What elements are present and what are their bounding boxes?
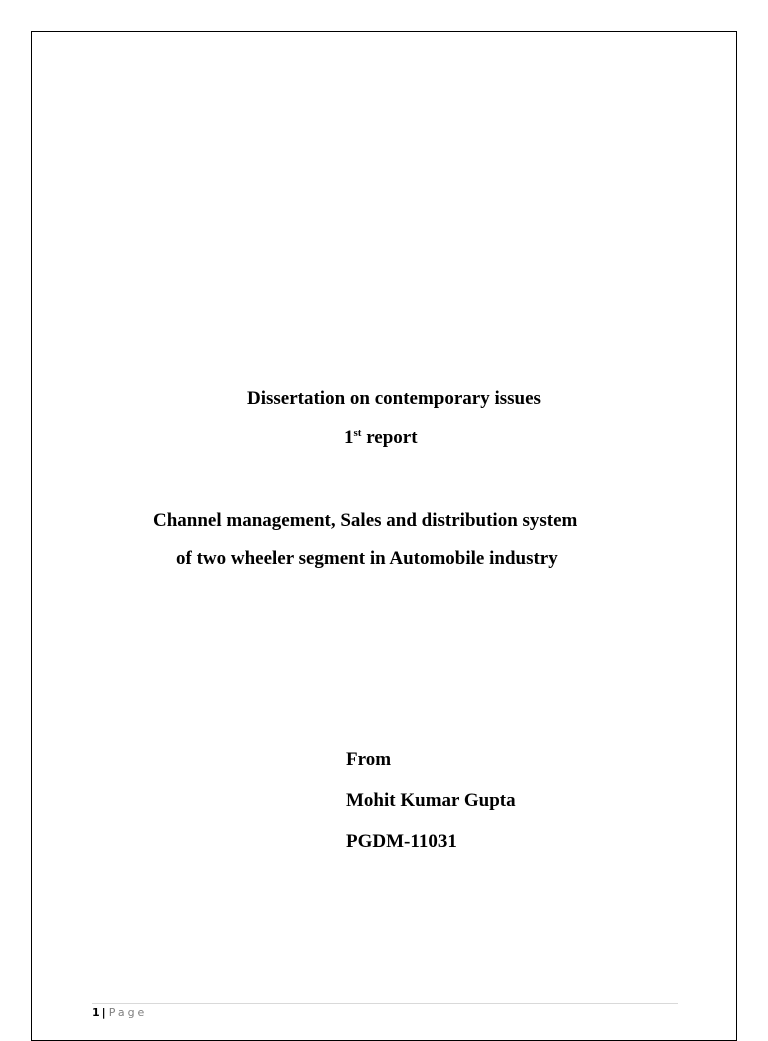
report-ordinal-suffix: st — [353, 427, 362, 439]
page-footer — [92, 1006, 147, 1020]
report-number — [344, 427, 418, 449]
report-label: report — [361, 427, 418, 448]
document-title: Dissertation on contemporary issues — [247, 388, 541, 409]
from-label: From — [346, 749, 392, 770]
footer-page-label: Page — [108, 1006, 148, 1019]
footer-divider — [92, 1003, 678, 1004]
page-border — [31, 31, 737, 1041]
subject-line-1: Channel management, Sales and distribution system — [153, 510, 578, 531]
footer-separator: | — [101, 1006, 106, 1019]
subject-line-2: of two wheeler segment in Automobile industry — [176, 548, 558, 569]
footer-page-number: 1 — [92, 1006, 100, 1019]
author-id: PGDM-11031 — [346, 831, 457, 852]
author-name: Mohit Kumar Gupta — [346, 790, 516, 811]
report-ordinal-number: 1 — [344, 427, 354, 448]
